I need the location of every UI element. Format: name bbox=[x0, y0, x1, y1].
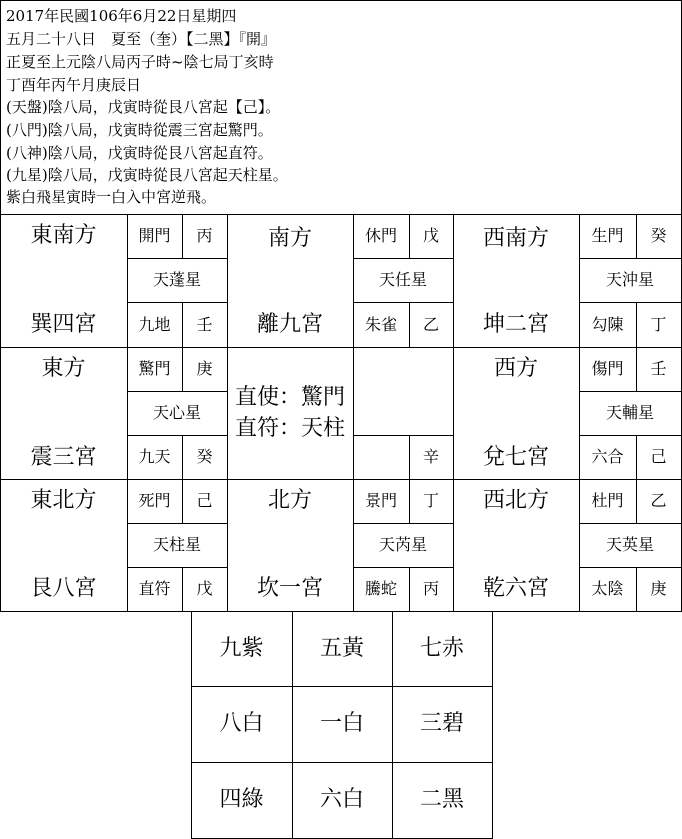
stem-top: 丙 bbox=[196, 226, 213, 245]
grid-inner-h-r2 bbox=[579, 302, 682, 303]
grid-vline-1 bbox=[227, 214, 228, 612]
stem-bottom: 己 bbox=[650, 447, 667, 466]
star-label: 天芮星 bbox=[378, 535, 427, 554]
direction-label: 北方 bbox=[267, 488, 312, 513]
flying-star-cell: 八白 bbox=[219, 711, 264, 736]
palace-name: 離九宮 bbox=[256, 312, 323, 337]
flying-star-cell: 一白 bbox=[319, 711, 364, 736]
fs-hline-0 bbox=[191, 611, 493, 612]
star-label: 天任星 bbox=[378, 270, 427, 289]
stem-bottom: 壬 bbox=[196, 315, 213, 334]
flying-star-cell: 四綠 bbox=[219, 787, 264, 812]
header-date-line: 2017年民國106年6月22日星期四 bbox=[6, 7, 237, 25]
header-border-left bbox=[0, 0, 1, 612]
grid-inner-h-r1 bbox=[579, 258, 682, 259]
door-label: 傷門 bbox=[591, 359, 624, 378]
grid-inner-h-l6 bbox=[127, 567, 227, 568]
door-label: 死門 bbox=[138, 491, 171, 510]
door-label: 驚門 bbox=[138, 359, 171, 378]
stem-bottom: 戊 bbox=[196, 579, 213, 598]
grid-inner-h-l1 bbox=[127, 258, 227, 259]
direction-label: 東南方 bbox=[30, 223, 97, 248]
grid-inner-h-m1 bbox=[353, 258, 453, 259]
spirit-label: 九地 bbox=[138, 315, 171, 334]
header-bamen-line: (八門)陰八局，戊寅時從震三宮起驚門。 bbox=[6, 121, 273, 139]
direction-label: 東北方 bbox=[30, 488, 97, 513]
palace-name: 兌七宮 bbox=[482, 445, 549, 470]
palace-name: 乾六宮 bbox=[482, 576, 549, 601]
fs-hline-2 bbox=[191, 762, 493, 763]
spirit-label: 朱雀 bbox=[364, 315, 397, 334]
grid-inner-h-m5 bbox=[353, 523, 453, 524]
spirit-label: 勾陳 bbox=[591, 315, 624, 334]
grid-inner-h-r3 bbox=[579, 391, 682, 392]
header-jiuxing-line: (九星)陰八局，戊寅時從艮八宮起天柱星。 bbox=[6, 166, 288, 184]
fs-hline-1 bbox=[191, 686, 493, 687]
header-ganzhi-line: 丁酉年丙午月庚辰日 bbox=[6, 76, 142, 94]
fs-vline-3 bbox=[492, 611, 493, 839]
flying-star-cell: 二黑 bbox=[419, 787, 464, 812]
palace-name: 坎一宮 bbox=[256, 576, 323, 601]
stem-bottom: 丁 bbox=[650, 315, 667, 334]
header-tianpan-line: (天盤)陰八局，戊寅時從艮八宮起【己】。 bbox=[6, 98, 281, 116]
door-label: 生門 bbox=[591, 226, 624, 245]
grid-inner-h-l4 bbox=[127, 435, 227, 436]
grid-subcol-b-row2 bbox=[353, 347, 354, 479]
palace-name: 艮八宮 bbox=[30, 576, 97, 601]
spirit-label: 騰蛇 bbox=[364, 579, 397, 598]
header-bashen-line: (八神)陰八局，戊寅時從艮八宮起直符。 bbox=[6, 144, 273, 162]
direction-label: 南方 bbox=[267, 226, 312, 251]
palace-name: 震三宮 bbox=[30, 445, 97, 470]
stem-bottom: 乙 bbox=[422, 315, 439, 334]
direction-label: 東方 bbox=[41, 356, 86, 381]
direction-label: 西方 bbox=[493, 356, 538, 381]
zhifu-label: 直符：天柱 bbox=[235, 416, 346, 441]
stem-bottom: 庚 bbox=[650, 579, 667, 598]
spirit-label: 太陰 bbox=[591, 579, 624, 598]
flying-star-cell: 九紫 bbox=[219, 636, 264, 661]
stem-top: 丁 bbox=[422, 491, 439, 510]
star-label: 天蓬星 bbox=[152, 270, 201, 289]
grid-inner-h-m4 bbox=[353, 435, 453, 436]
flying-star-cell: 三碧 bbox=[419, 711, 464, 736]
header-border-top bbox=[0, 0, 682, 1]
stem-top: 乙 bbox=[650, 491, 667, 510]
spirit-label: 直符 bbox=[138, 579, 171, 598]
palace-name: 巽四宮 bbox=[30, 312, 97, 337]
spirit-label: 六合 bbox=[591, 447, 624, 466]
grid-inner-h-r4 bbox=[579, 435, 682, 436]
door-label: 開門 bbox=[138, 226, 171, 245]
header-zibai-line: 紫白飛星寅時一白入中宮逆飛。 bbox=[6, 188, 217, 206]
flying-star-cell: 七赤 bbox=[419, 636, 464, 661]
door-label: 景門 bbox=[364, 491, 397, 510]
header-ju-line: 正夏至上元陰八局丙子時~陰七局丁亥時 bbox=[6, 53, 274, 71]
stem-top: 庚 bbox=[196, 359, 213, 378]
stem-bottom: 丙 bbox=[422, 579, 439, 598]
door-label: 杜門 bbox=[591, 491, 624, 510]
stem-bottom: 癸 bbox=[196, 447, 213, 466]
grid-inner-h-l2 bbox=[127, 302, 227, 303]
stem-top: 戊 bbox=[422, 226, 439, 245]
stem-top: 癸 bbox=[650, 226, 667, 245]
flying-star-cell: 六白 bbox=[319, 787, 364, 812]
grid-vline-2 bbox=[453, 214, 454, 612]
grid-inner-h-r6 bbox=[579, 567, 682, 568]
stem-top: 壬 bbox=[650, 359, 667, 378]
grid-inner-h-l5 bbox=[127, 523, 227, 524]
spirit-label: 九天 bbox=[138, 447, 171, 466]
header-lunar-line: 五月二十八日 夏至（奎）【二黑】『開』 bbox=[6, 30, 277, 48]
zhishi-label: 直使：驚門 bbox=[235, 385, 346, 410]
star-label: 天輔星 bbox=[605, 403, 654, 422]
stem-bottom: 辛 bbox=[422, 447, 439, 466]
door-label: 休門 bbox=[364, 226, 397, 245]
star-label: 天柱星 bbox=[152, 535, 201, 554]
star-label: 天心星 bbox=[152, 403, 201, 422]
star-label: 天英星 bbox=[605, 535, 654, 554]
direction-label: 西北方 bbox=[482, 488, 549, 513]
grid-inner-h-l3 bbox=[127, 391, 227, 392]
grid-inner-h-m2 bbox=[353, 302, 453, 303]
star-label: 天沖星 bbox=[605, 270, 654, 289]
direction-label: 西南方 bbox=[482, 226, 549, 251]
stem-top: 己 bbox=[196, 491, 213, 510]
flying-star-cell: 五黃 bbox=[319, 636, 364, 661]
grid-inner-h-m6 bbox=[353, 567, 453, 568]
grid-inner-h-r5 bbox=[579, 523, 682, 524]
palace-name: 坤二宮 bbox=[482, 312, 549, 337]
